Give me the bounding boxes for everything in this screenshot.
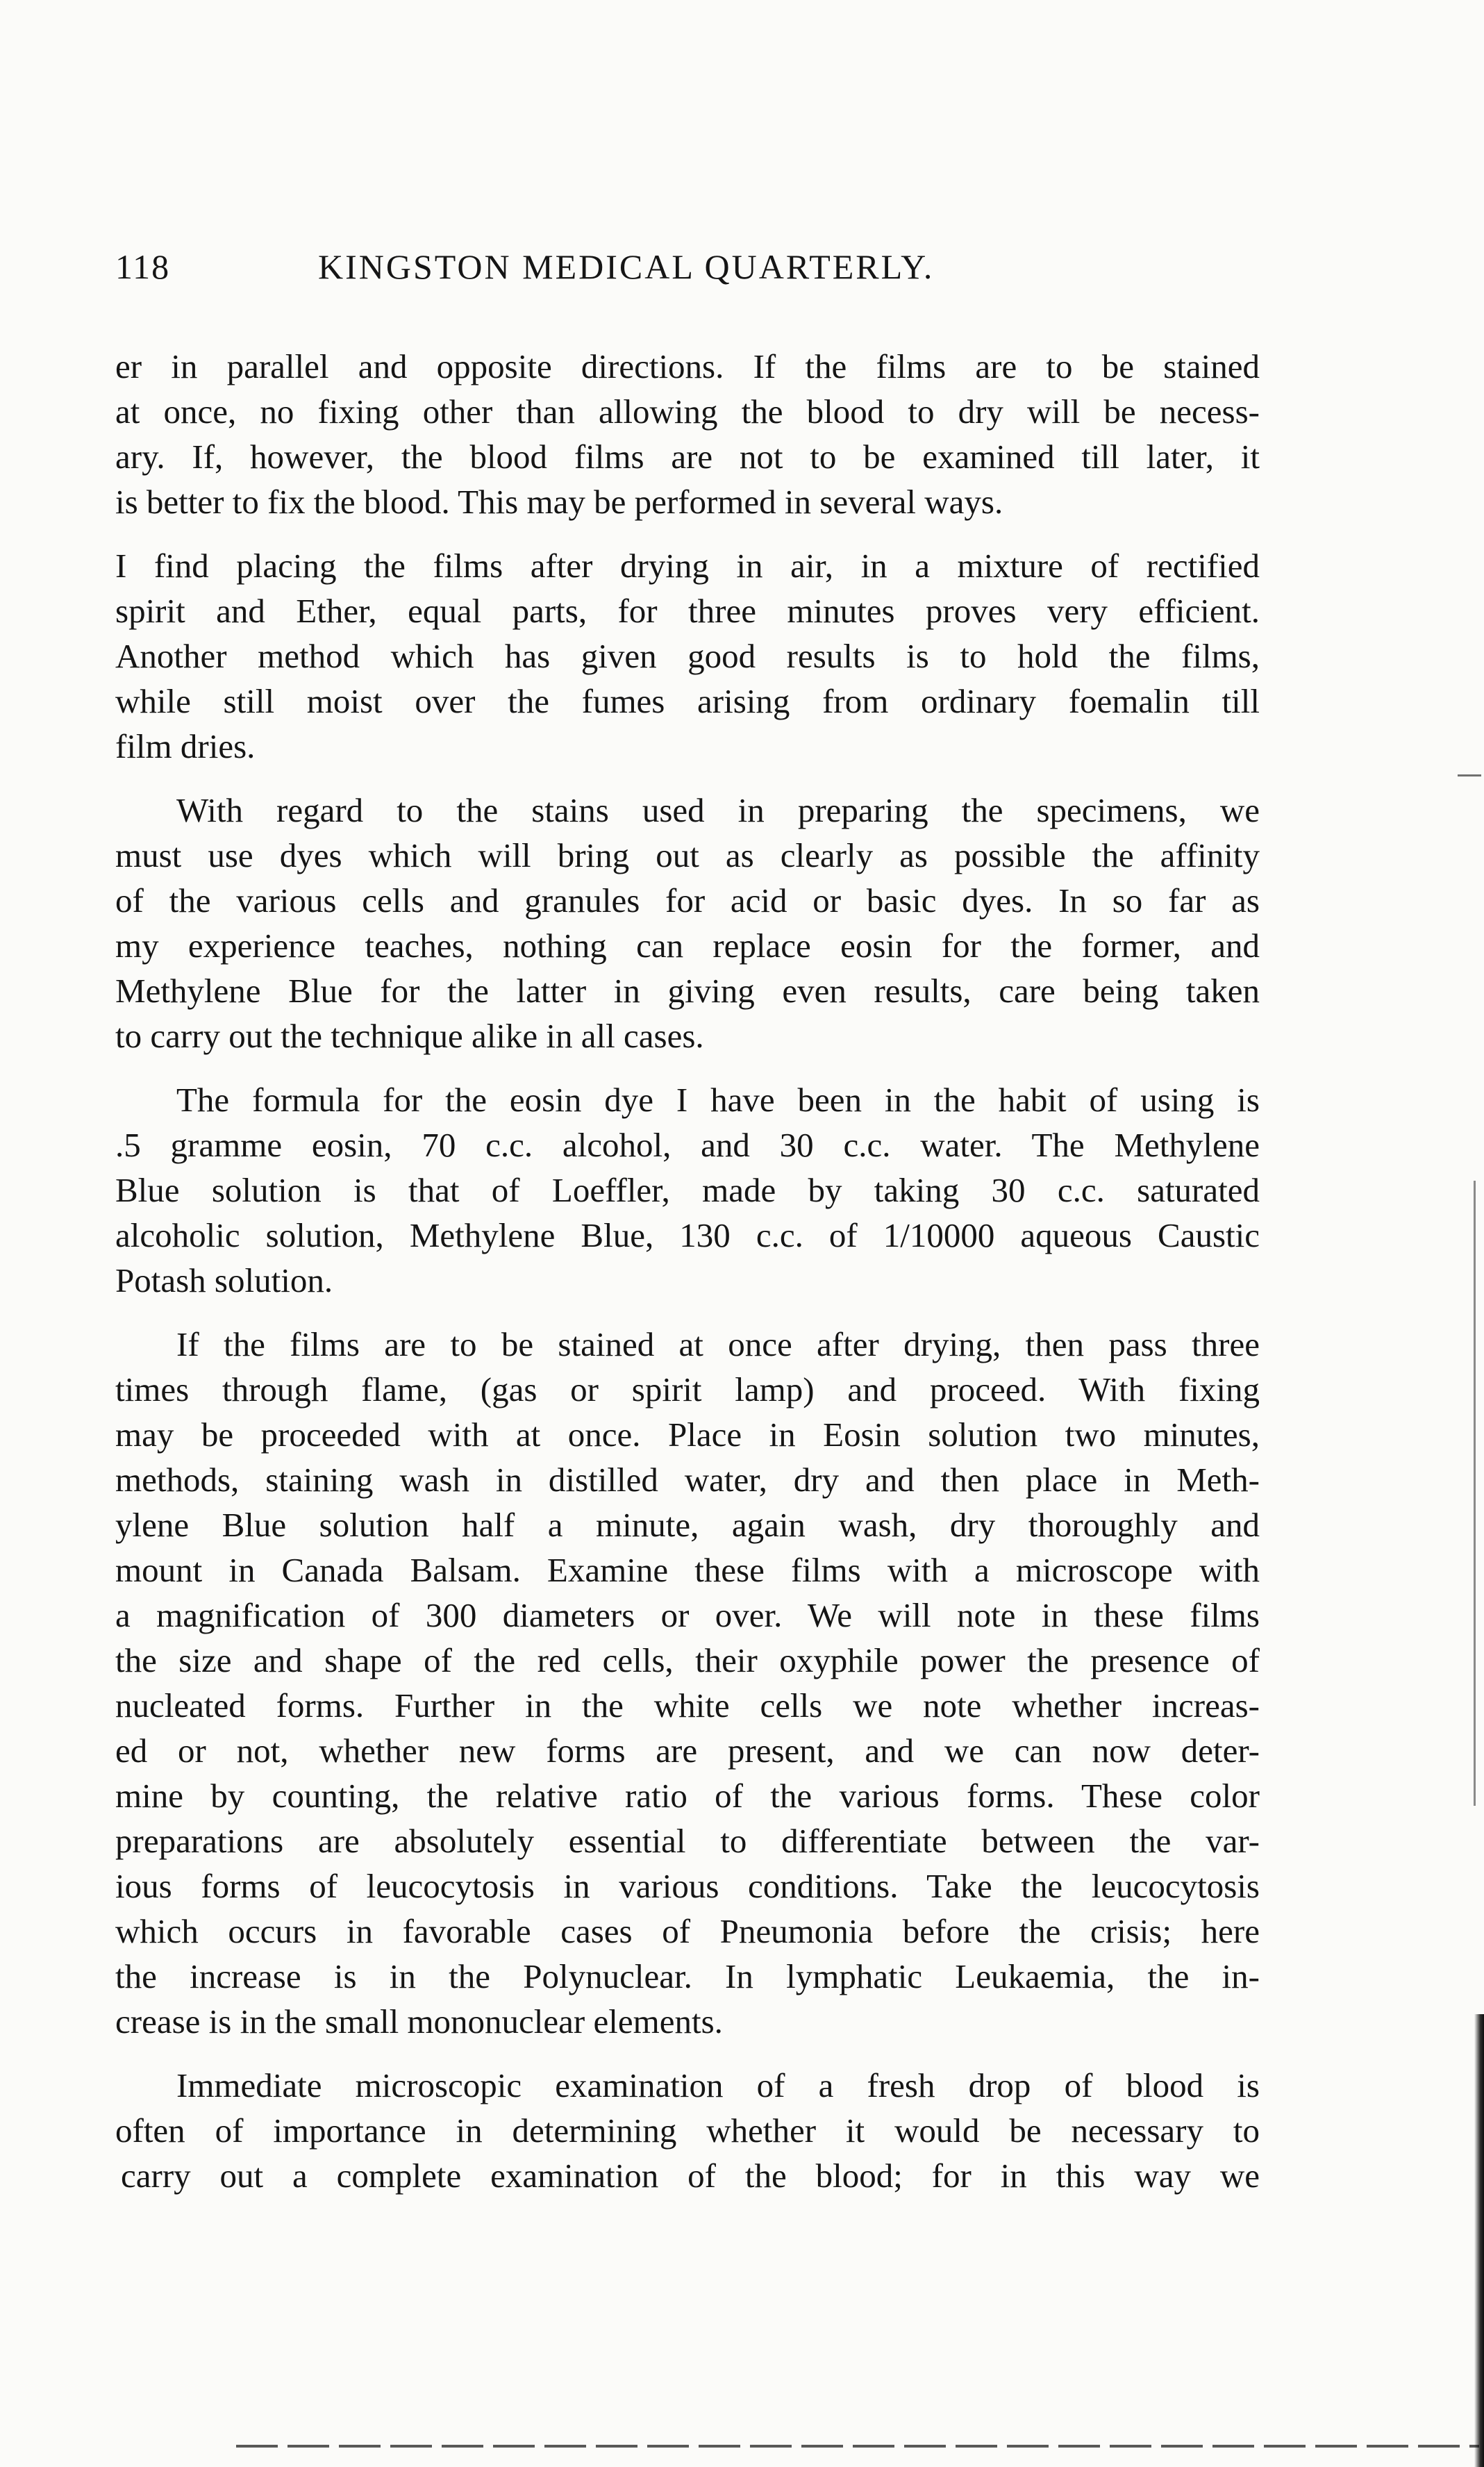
- text-line: ylene Blue solution half a minute, again wash, dry thoroughly and: [115, 1506, 1260, 1544]
- text-line: alcoholic solution, Methylene Blue, 130 c.c. of 1/10000 aqueous Caustic: [115, 1216, 1260, 1254]
- text-line: With regard to the stains used in preparing the specimens, we: [176, 791, 1260, 829]
- text-line: spirit and Ether, equal parts, for three minutes proves very efficient.: [115, 592, 1260, 630]
- paragraph-eosin-formula: [115, 1077, 1260, 1303]
- text-line: must use dyes which will bring out as clearly as possible the affinity: [115, 836, 1260, 874]
- paragraph-ether-method: [115, 543, 1260, 769]
- text-line: nucleated forms. Further in the white cells we note whether increas-: [115, 1686, 1260, 1725]
- text-line: ed or not, whether new forms are present, and we can now deter-: [115, 1731, 1260, 1770]
- text-line: which occurs in favorable cases of Pneumonia before the crisis; here: [115, 1912, 1260, 1950]
- text-line: the increase is in the Polynuclear. In lymphatic Leukaemia, the in-: [115, 1957, 1260, 1995]
- text-line: of the various cells and granules for acid or basic dyes. In so far as: [115, 881, 1260, 920]
- bottom-edge-rule: [236, 2445, 1479, 2448]
- paragraph-staining-procedure: [115, 1322, 1260, 2044]
- text-line: to carry out the technique alike in all cases.: [115, 1017, 704, 1055]
- text-line: ary. If, however, the blood films are not to be examined till later, it: [115, 438, 1260, 476]
- text-line: may be proceeded with at once. Place in Eosin solution two minutes,: [115, 1415, 1260, 1454]
- paragraph-stains: [115, 788, 1260, 1058]
- paragraph-microscopic-examination: [115, 2063, 1260, 2198]
- page-number: 118: [115, 247, 171, 286]
- text-line: is better to fix the blood. This may be performed in several ways.: [115, 483, 1003, 521]
- journal-title: KINGSTON MEDICAL QUARTERLY.: [318, 247, 935, 286]
- text-line: at once, no fixing other than allowing the blood to dry will be necess-: [115, 392, 1260, 431]
- text-line: a magnification of 300 diameters or over. We will note in these films: [115, 1596, 1260, 1634]
- text-line: carry out a complete examination of the blood; for in this way we: [121, 2157, 1260, 2195]
- text-line: Methylene Blue for the latter in giving even results, care being taken: [115, 972, 1260, 1010]
- text-line: .5 gramme eosin, 70 c.c. alcohol, and 30 c.c. water. The Methylene: [115, 1126, 1260, 1164]
- text-line: If the films are to be stained at once after drying, then pass three: [176, 1325, 1260, 1363]
- paragraph-fixing-films: [115, 344, 1260, 524]
- text-line: my experience teaches, nothing can replace eosin for the former, and: [115, 927, 1260, 965]
- text-line: crease is in the small mononuclear elements.: [115, 2002, 723, 2041]
- article-body: [115, 344, 1260, 2217]
- page-edge-shadow: [1474, 1181, 1476, 1806]
- page-edge-binding: [1474, 2014, 1484, 2467]
- text-line: while still moist over the fumes arising from ordinary foemalin till: [115, 682, 1260, 720]
- text-line: I find placing the films after drying in air, in a mixture of rectified: [115, 547, 1260, 585]
- text-line: film dries.: [115, 727, 256, 765]
- text-line: The formula for the eosin dye I have been in the habit of using is: [176, 1081, 1260, 1119]
- text-line: preparations are absolutely essential to differentiate between the var-: [115, 1822, 1260, 1860]
- running-header: [115, 247, 1101, 295]
- text-line: Blue solution is that of Loeffler, made by taking 30 c.c. saturated: [115, 1171, 1260, 1209]
- text-line: times through flame, (gas or spirit lamp) and proceed. With fixing: [115, 1370, 1260, 1409]
- text-line: er in parallel and opposite directions. If the films are to be stained: [115, 347, 1260, 385]
- text-line: ious forms of leucocytosis in various conditions. Take the leucocytosis: [115, 1867, 1260, 1905]
- text-line: mount in Canada Balsam. Examine these films with a microscope with: [115, 1551, 1260, 1589]
- text-line: often of importance in determining whether it would be necessary to: [115, 2111, 1260, 2150]
- text-line: methods, staining wash in distilled water, dry and then place in Meth-: [115, 1461, 1260, 1499]
- margin-mark: [1458, 774, 1481, 776]
- text-line: mine by counting, the relative ratio of the various forms. These color: [115, 1777, 1260, 1815]
- text-line: Immediate microscopic examination of a fresh drop of blood is: [176, 2066, 1260, 2104]
- text-line: Another method which has given good results is to hold the films,: [115, 637, 1260, 675]
- text-line: Potash solution.: [115, 1261, 333, 1299]
- text-line: the size and shape of the red cells, their oxyphile power the presence of: [115, 1641, 1260, 1679]
